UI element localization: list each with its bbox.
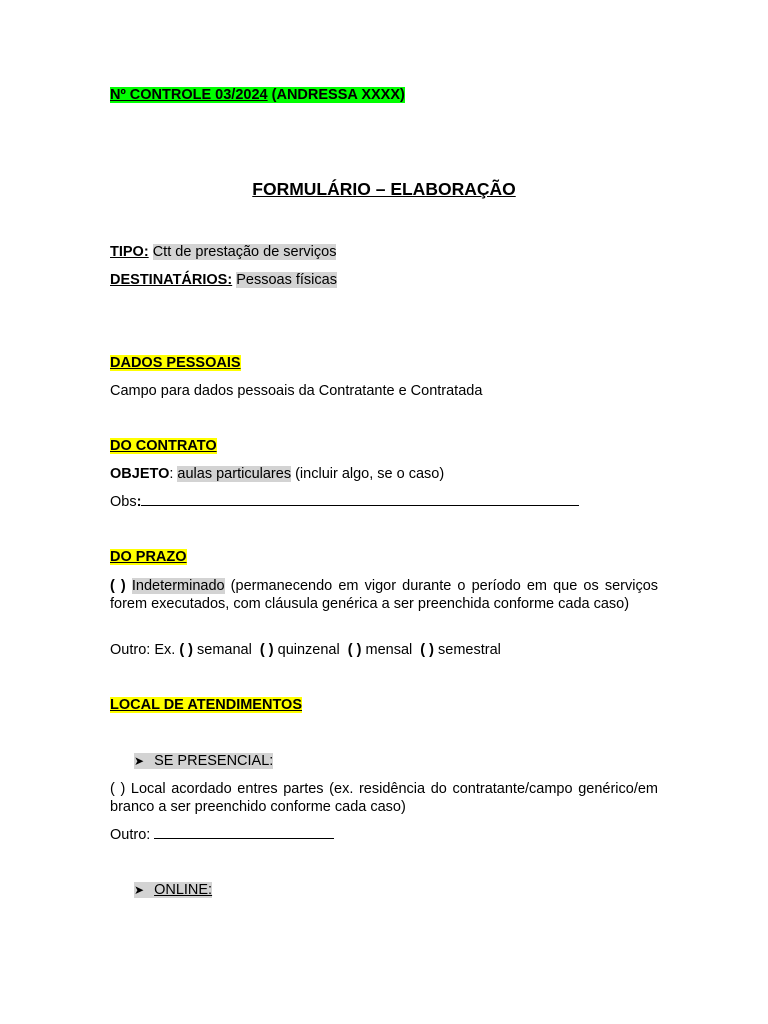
label-semestral: semestral [438, 642, 501, 658]
objeto-line: OBJETO: aulas particulares (incluir algo, se o caso) [110, 466, 445, 482]
outro-local-blank-field[interactable] [154, 826, 334, 839]
label-semanal: semanal [197, 642, 252, 658]
do-prazo-heading-text: DO PRAZO [110, 549, 187, 565]
outro-prefix: Outro: Ex. [110, 642, 176, 658]
online-bullet [134, 881, 212, 899]
checkbox-semanal[interactable]: ( ) [179, 642, 193, 658]
presencial-text: ( ) Local acordado entres partes (ex. residência do contratante/campo genérico/em branco a ser preenchido conforme cada caso) [110, 781, 658, 815]
dados-pessoais-text: Campo para dados pessoais da Contratante e Contratada [110, 383, 483, 399]
checkbox-quinzenal[interactable]: ( ) [259, 642, 274, 658]
prazo-outro-line [110, 641, 501, 659]
obs-label: Obs [110, 494, 137, 510]
control-number-line [110, 86, 405, 104]
arrow-bullet-icon: ➤ [134, 754, 145, 768]
label-quinzenal: quinzenal [277, 642, 340, 658]
tipo-label: TIPO: [110, 244, 149, 260]
tipo-line [110, 243, 336, 261]
control-name: (ANDRESSA XXXX) [267, 87, 405, 103]
arrow-bullet-icon: ➤ [134, 883, 145, 897]
objeto-label: OBJETO [110, 466, 170, 482]
destinatarios-line [110, 271, 337, 289]
checkbox-semestral[interactable]: ( ) [420, 642, 434, 658]
tipo-value: Ctt de prestação de serviços [152, 244, 337, 260]
online-label: ONLINE: [154, 882, 213, 898]
local-heading-text: LOCAL DE ATENDIMENTOS [110, 697, 302, 713]
dados-pessoais-heading-text: DADOS PESSOAIS [110, 355, 241, 371]
local-heading [110, 696, 302, 714]
objeto-value: aulas particulares [177, 466, 292, 482]
dados-pessoais-heading [110, 354, 241, 372]
do-contrato-heading [110, 437, 217, 455]
presencial-bullet [134, 752, 273, 770]
outro-local-label: Outro: [110, 827, 151, 843]
label-mensal: mensal [365, 642, 413, 658]
do-prazo-heading [110, 548, 187, 566]
do-contrato-heading-text: DO CONTRATO [110, 438, 217, 454]
outro-local-line [110, 826, 334, 844]
objeto-note: (incluir algo, se o caso) [291, 466, 445, 482]
obs-line: Obs: [110, 493, 579, 511]
checkbox-mensal[interactable]: ( ) [347, 642, 362, 658]
presencial-label: SE PRESENCIAL: [154, 753, 274, 769]
control-number: Nº CONTROLE 03/2024 [110, 87, 268, 103]
destinatarios-label: DESTINATÁRIOS: [110, 272, 233, 288]
prazo-text: (permanecendo em vigor durante o período em que os serviços forem executados, com cláusula genérica a ser preenchida conforme cada caso) [110, 578, 659, 612]
prazo-checkbox[interactable]: ( ) [110, 578, 126, 594]
obs-blank-field[interactable] [141, 493, 579, 506]
page-title: FORMULÁRIO – ELABORAÇÃO [252, 179, 516, 199]
prazo-paragraph [110, 577, 658, 613]
destinatarios-value: Pessoas físicas [236, 272, 337, 288]
prazo-indeterminado: Indeterminado [131, 578, 225, 594]
